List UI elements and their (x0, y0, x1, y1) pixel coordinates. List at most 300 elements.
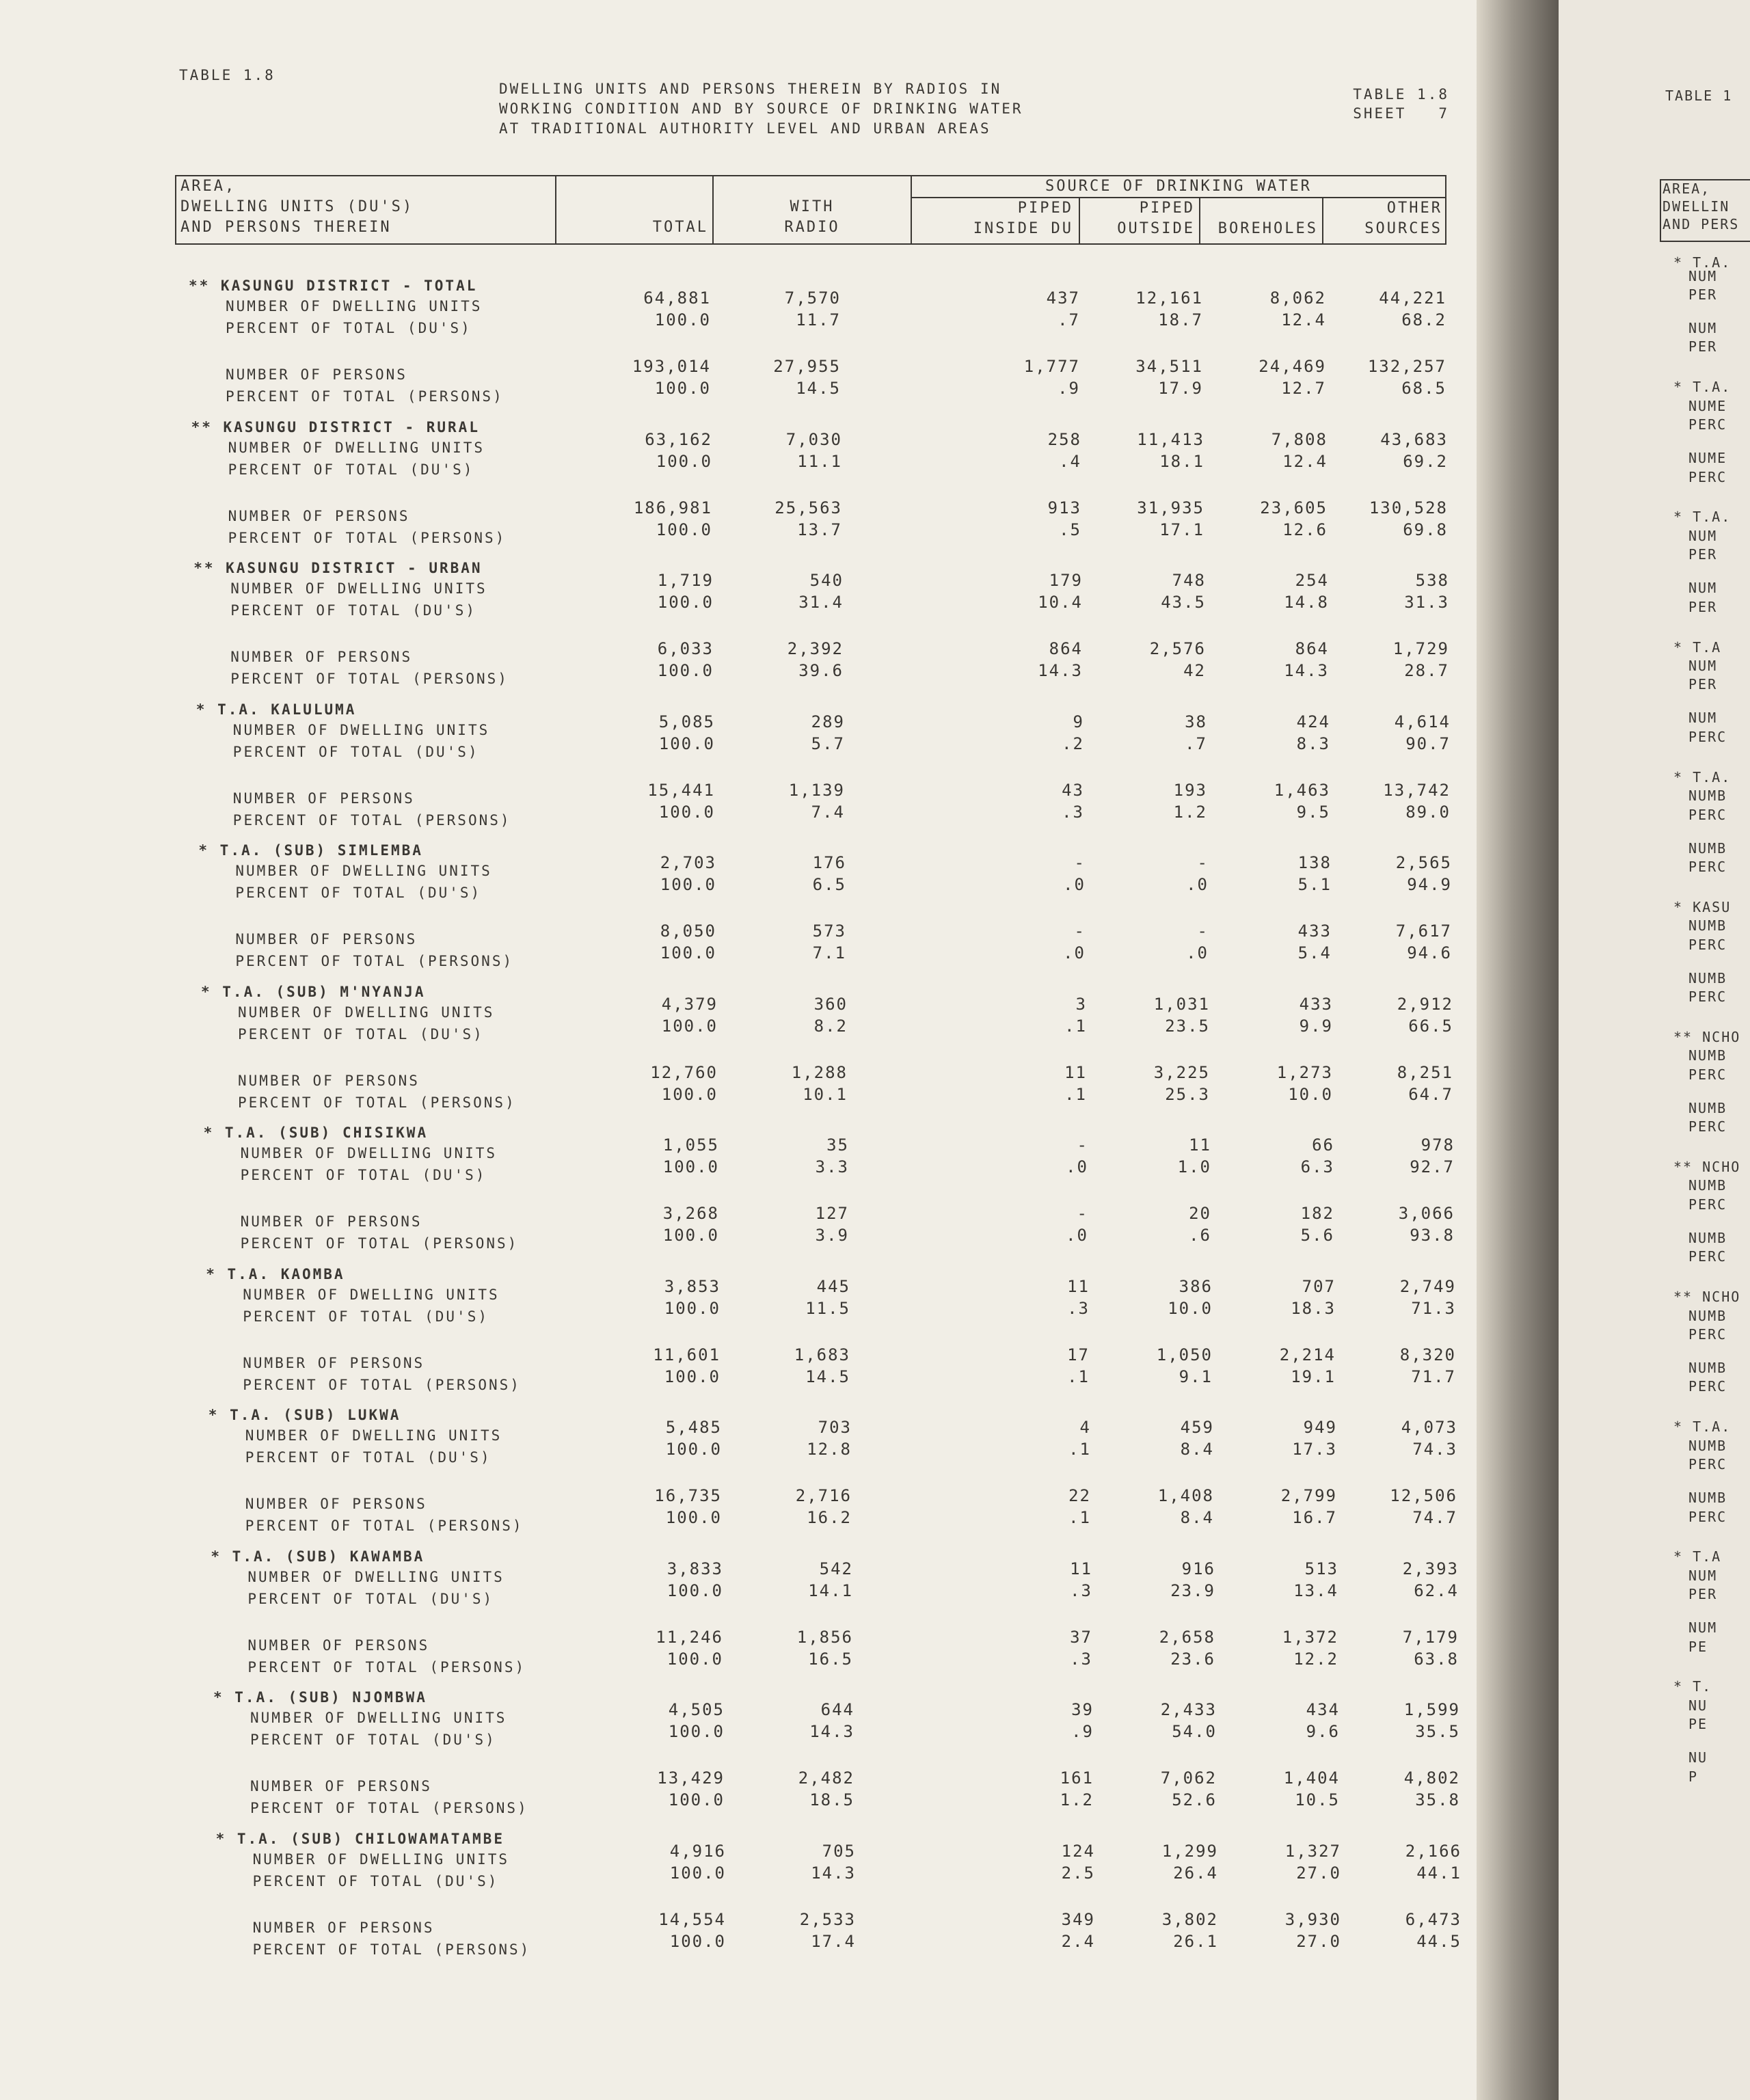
adjacent-fragment: PER (1688, 676, 1718, 693)
row-label-number: NUMBER OF PERSONS (250, 1778, 432, 1794)
row-label-percent: PERCENT OF TOTAL (DU'S) (238, 1025, 484, 1042)
table-cell: 2,799 (1280, 1486, 1337, 1505)
table-cell: 2,703 (660, 853, 716, 872)
row-label-number: NUMBER OF DWELLING UNITS (252, 1850, 510, 1868)
area-header-line: AND PERSONS THEREIN (180, 219, 392, 236)
table-cell: 7,570 (784, 288, 841, 308)
table-cell: 254 (1295, 571, 1329, 590)
table-cell: 2,392 (787, 639, 844, 658)
table-cell: - (1074, 853, 1086, 872)
table-cell: 3,066 (1398, 1204, 1455, 1223)
table-cell: 43.5 (1161, 593, 1206, 612)
table-cell: 2.5 (1061, 1863, 1095, 1883)
total-column-header: TOTAL (652, 219, 708, 236)
row-label-number: NUMBER OF PERSONS (238, 1072, 420, 1089)
adjacent-fragment: NUMB (1688, 969, 1727, 986)
row-label-number: NUMBER OF PERSONS (235, 931, 418, 947)
area-block (0, 1407, 1477, 1548)
table-cell: 100.0 (661, 1016, 718, 1036)
table-cell: 52.6 (1172, 1790, 1217, 1809)
area-header-line: DWELLING UNITS (DU'S) (180, 198, 414, 215)
table-cell: 100.0 (658, 733, 715, 753)
row-label-percent: PERCENT OF TOTAL (DU'S) (235, 885, 482, 901)
row-label-number: NUMBER OF PERSONS (245, 1496, 427, 1512)
row-label-percent: PERCENT OF TOTAL (PERSONS) (228, 529, 507, 546)
area-name: * T.A. (SUB) M'NYANJA (201, 983, 426, 1000)
area-block (0, 560, 1477, 701)
table-cell: 3 (1075, 994, 1087, 1014)
table-cell: 1,683 (794, 1345, 850, 1364)
adjacent-fragment: NUMB (1688, 1307, 1727, 1324)
table-cell: 13,742 (1383, 780, 1451, 800)
table-cell: 2,533 (799, 1909, 856, 1929)
table-cell: 100.0 (657, 661, 714, 680)
table-cell: 63.8 (1414, 1649, 1459, 1669)
row-label-percent: PERCENT OF TOTAL (DU'S) (250, 1732, 496, 1748)
table-cell: 39.6 (798, 661, 844, 680)
table-cell: 2,166 (1405, 1841, 1462, 1861)
table-cell: .3 (1070, 1649, 1092, 1669)
adjacent-fragment: * T.A (1673, 1548, 1722, 1565)
adjacent-fragment: ** NCHO (1673, 1289, 1741, 1306)
table-cell: 38 (1185, 712, 1207, 731)
adjacent-fragment: NUME (1688, 397, 1727, 414)
table-cell: 130,528 (1369, 498, 1448, 517)
table-cell: 100.0 (660, 875, 716, 894)
table-cell: 18.7 (1158, 310, 1203, 329)
table-cell: 1,139 (788, 780, 845, 800)
table-cell: 25,563 (775, 498, 842, 517)
table-cell: 10.0 (1168, 1298, 1213, 1318)
adjacent-fragment: NUMB (1688, 1360, 1727, 1376)
table-cell: 12,506 (1390, 1486, 1457, 1505)
table-cell: 5.7 (811, 733, 845, 753)
table-cell: 6,473 (1405, 1909, 1462, 1929)
adjacent-header-box (1660, 179, 1750, 242)
table-cell: 1.0 (1177, 1157, 1211, 1176)
area-block (0, 1125, 1477, 1265)
adjacent-fragment: PERC (1688, 858, 1727, 875)
table-cell: 8,251 (1397, 1062, 1453, 1082)
table-cell: 176 (812, 853, 846, 872)
adjacent-fragment: PERC (1688, 1066, 1727, 1083)
table-cell: 100.0 (669, 1931, 726, 1951)
table-cell: 9.6 (1306, 1722, 1340, 1741)
table-cell: 64,881 (643, 288, 711, 308)
row-label-percent: PERCENT OF TOTAL (PERSONS) (240, 1235, 519, 1252)
table-cell: 193,014 (632, 357, 711, 376)
with-radio-header-line: WITH (790, 198, 835, 215)
table-cell: 4,916 (669, 1841, 726, 1861)
table-cell: 100.0 (664, 1298, 721, 1318)
row-label-number: NUMBER OF PERSONS (232, 790, 415, 807)
table-cell: 27,955 (773, 357, 841, 376)
table-cell: .0 (1066, 1226, 1088, 1245)
table-cell: 8.4 (1180, 1508, 1214, 1527)
table-cell: 11,246 (656, 1627, 723, 1647)
title-line: AT TRADITIONAL AUTHORITY LEVEL AND URBAN AREAS (499, 120, 991, 137)
table-cell: 68.5 (1401, 379, 1446, 398)
area-block (0, 1689, 1477, 1830)
with-radio-header-line: RADIO (784, 219, 840, 236)
table-cell: 100.0 (658, 802, 715, 822)
table-cell: 23.9 (1170, 1580, 1215, 1600)
row-label-percent: PERCENT OF TOTAL (PERSONS) (250, 1800, 528, 1816)
table-cell: 2.4 (1061, 1931, 1095, 1951)
row-label-percent: PERCENT OF TOTAL (PERSONS) (247, 1658, 526, 1675)
table-cell: 11 (1070, 1559, 1092, 1578)
table-number-right: TABLE 1.8 (1353, 86, 1449, 103)
table-cell: 8.4 (1180, 1440, 1214, 1459)
table-cell: 14.3 (1038, 661, 1083, 680)
adjacent-table-number: TABLE 1 (1665, 88, 1733, 104)
table-cell: 90.7 (1405, 733, 1451, 753)
row-label-number: NUMBER OF DWELLING UNITS (247, 1568, 504, 1585)
table-cell: 31.4 (798, 593, 844, 612)
table-cell: 127 (815, 1204, 849, 1223)
table-cell: 459 (1180, 1418, 1214, 1437)
table-cell: 7.1 (812, 943, 846, 962)
row-label-percent: PERCENT OF TOTAL (PERSONS) (235, 953, 514, 969)
table-cell: 2,658 (1159, 1627, 1215, 1647)
table-cell: 7.4 (811, 802, 845, 822)
adjacent-fragment: * KASU (1673, 898, 1732, 915)
boreholes-header: BOREHOLES (1217, 220, 1318, 237)
table-cell: 7,062 (1160, 1768, 1217, 1788)
table-cell: 14.3 (809, 1722, 854, 1741)
area-name: * T.A. (SUB) CHILOWAMATAMBE (215, 1830, 504, 1847)
table-cell: 11 (1189, 1135, 1211, 1155)
row-label-number: NUMBER OF PERSONS (228, 507, 410, 524)
piped-inside-header-line: INSIDE DU (973, 220, 1073, 237)
table-cell: 23.6 (1170, 1649, 1215, 1669)
table-cell: .0 (1063, 875, 1086, 894)
table-cell: 8,062 (1269, 288, 1326, 308)
table-number-left: TABLE 1.8 (179, 67, 275, 83)
table-cell: 3,802 (1161, 1909, 1218, 1929)
table-cell: 44.5 (1416, 1931, 1462, 1951)
adjacent-fragment: NUMB (1688, 839, 1727, 857)
row-label-number: NUMBER OF DWELLING UNITS (243, 1286, 500, 1303)
table-cell: 5,085 (658, 712, 715, 731)
table-cell: 4,802 (1403, 1768, 1460, 1788)
adjacent-fragment: NUME (1688, 450, 1727, 467)
adjacent-fragment: PER (1688, 286, 1718, 304)
table-cell: 949 (1303, 1418, 1337, 1437)
adjacent-fragment: NU (1688, 1697, 1708, 1714)
table-cell: 9.9 (1299, 1016, 1333, 1036)
table-cell: 7,030 (785, 429, 842, 449)
table-cell: 538 (1415, 571, 1449, 590)
table-cell: 63,162 (645, 429, 712, 449)
table-cell: 100.0 (654, 310, 711, 329)
adjacent-page (1559, 0, 1750, 2100)
adjacent-fragment: NUM (1688, 267, 1718, 284)
adjacent-fragment: NUMB (1688, 788, 1727, 805)
table-cell: 186,981 (633, 498, 712, 517)
table-cell: 10.1 (803, 1084, 848, 1104)
adjacent-fragment: PERC (1688, 468, 1727, 485)
row-label-percent: PERCENT OF TOTAL (DU'S) (230, 602, 476, 619)
table-cell: 100.0 (656, 451, 712, 471)
table-cell: 12,760 (650, 1062, 718, 1082)
row-label-number: NUMBER OF DWELLING UNITS (230, 580, 487, 597)
row-label-percent: PERCENT OF TOTAL (DU'S) (232, 743, 479, 760)
adjacent-fragment: * T.A (1673, 638, 1722, 656)
adjacent-fragment: PER (1688, 1586, 1718, 1603)
table-cell: 11,413 (1137, 429, 1204, 449)
table-cell: 92.7 (1410, 1157, 1455, 1176)
table-cell: 748 (1172, 571, 1206, 590)
table-cell: 6.5 (812, 875, 846, 894)
table-cell: 100.0 (664, 1367, 721, 1386)
table-cell: 100.0 (667, 1649, 723, 1669)
table-cell: 17.1 (1159, 520, 1204, 539)
table-cell: 5,485 (665, 1418, 722, 1437)
adjacent-fragment: NUMB (1688, 1229, 1727, 1246)
row-label-number: NUMBER OF PERSONS (240, 1213, 422, 1230)
table-cell: 913 (1047, 498, 1081, 517)
table-cell: .3 (1067, 1298, 1090, 1318)
table-cell: 18.1 (1159, 451, 1204, 471)
table-cell: 71.3 (1411, 1298, 1456, 1318)
adjacent-fragment: PERC (1688, 416, 1727, 433)
table-cell: 138 (1297, 853, 1332, 872)
table-cell: 66 (1312, 1135, 1334, 1155)
table-cell: 11 (1064, 1062, 1087, 1082)
table-cell: 20 (1189, 1204, 1211, 1223)
adjacent-header-line: AND PERS (1662, 216, 1740, 232)
table-cell: 703 (818, 1418, 852, 1437)
table-cell: 100.0 (662, 1226, 719, 1245)
area-name: * T.A. KAOMBA (206, 1265, 345, 1282)
adjacent-header-line: AREA, (1662, 180, 1711, 197)
table-cell: 573 (812, 921, 846, 941)
row-label-percent: PERCENT OF TOTAL (PERSONS) (243, 1376, 521, 1393)
area-block (0, 842, 1477, 983)
table-cell: 26.4 (1173, 1863, 1218, 1883)
table-cell: 16.5 (808, 1649, 853, 1669)
table-cell: 12.4 (1282, 451, 1328, 471)
table-cell: 4,614 (1394, 712, 1451, 731)
row-label-number: NUMBER OF PERSONS (230, 649, 413, 665)
table-cell: 27.0 (1296, 1931, 1341, 1951)
table-cell: 68.2 (1401, 310, 1446, 329)
table-cell: 864 (1049, 639, 1083, 658)
table-cell: 3,225 (1153, 1062, 1210, 1082)
table-cell: 12.7 (1281, 379, 1326, 398)
table-cell: 9 (1073, 712, 1084, 731)
table-cell: 182 (1300, 1204, 1334, 1223)
table-cell: 100.0 (657, 593, 714, 612)
table-cell: 386 (1179, 1276, 1213, 1296)
row-label-percent: PERCENT OF TOTAL (PERSONS) (238, 1094, 516, 1111)
table-cell: 1,404 (1283, 1768, 1340, 1788)
table-cell: 13,429 (657, 1768, 725, 1788)
table-cell: 23,605 (1260, 498, 1328, 517)
other-sources-header-line: OTHER (1386, 200, 1442, 217)
adjacent-fragment: PERC (1688, 1456, 1727, 1473)
table-cell: 8.2 (813, 1016, 848, 1036)
adjacent-fragment: NUMB (1688, 1490, 1727, 1507)
row-label-percent: PERCENT OF TOTAL (PERSONS) (252, 1941, 531, 1958)
area-block (0, 278, 1477, 418)
table-cell: .4 (1059, 451, 1081, 471)
table-cell: .5 (1059, 520, 1081, 539)
table-cell: 100.0 (661, 1084, 718, 1104)
row-label-number: NUMBER OF PERSONS (243, 1354, 425, 1371)
table-cell: 69.2 (1403, 451, 1448, 471)
row-label-percent: PERCENT OF TOTAL (DU'S) (245, 1449, 492, 1466)
adjacent-fragment: PERC (1688, 1508, 1727, 1525)
table-cell: 11.5 (805, 1298, 850, 1318)
table-cell: 540 (809, 571, 844, 590)
table-cell: .0 (1186, 943, 1209, 962)
table-cell: 13.7 (797, 520, 842, 539)
adjacent-fragment: ** NCHO (1673, 1159, 1741, 1175)
table-cell: 18.5 (809, 1790, 854, 1809)
table-cell: 37 (1070, 1627, 1092, 1647)
sheet-number: SHEET 7 (1353, 105, 1449, 122)
other-sources-header-line: SOURCES (1364, 220, 1442, 237)
adjacent-fragment: NUMB (1688, 1099, 1727, 1116)
table-cell: 360 (813, 994, 848, 1014)
row-label-percent: PERCENT OF TOTAL (DU'S) (226, 320, 472, 336)
table-cell: 6,033 (657, 639, 714, 658)
table-cell: 8,320 (1399, 1345, 1456, 1364)
adjacent-fragment: NUM (1688, 527, 1718, 544)
table-cell: 11.1 (797, 451, 842, 471)
table-cell: 25.3 (1165, 1084, 1210, 1104)
adjacent-fragment: NUM (1688, 710, 1718, 727)
table-cell: 14.3 (1284, 661, 1329, 680)
table-cell: 2,716 (795, 1486, 852, 1505)
table-cell: 44.1 (1416, 1863, 1462, 1883)
table-cell: 433 (1299, 994, 1333, 1014)
adjacent-fragment: PER (1688, 338, 1718, 355)
table-cell: 17.3 (1292, 1440, 1337, 1459)
table-cell: 349 (1061, 1909, 1095, 1929)
table-cell: 100.0 (662, 1157, 719, 1176)
table-cell: 43,683 (1380, 429, 1448, 449)
title-line: DWELLING UNITS AND PERSONS THEREIN BY RADIOS IN (499, 81, 1002, 97)
adjacent-fragment: PERC (1688, 936, 1727, 953)
row-label-percent: PERCENT OF TOTAL (DU'S) (247, 1590, 494, 1607)
table-cell: - (1077, 1204, 1088, 1223)
row-label-number: NUMBER OF PERSONS (252, 1919, 435, 1936)
table-cell: 7,808 (1271, 429, 1328, 449)
table-cell: 100.0 (669, 1863, 726, 1883)
table-cell: 2,576 (1149, 639, 1206, 658)
table-cell: 10.0 (1288, 1084, 1333, 1104)
table-cell: .7 (1058, 310, 1080, 329)
adjacent-fragment: * T. (1673, 1678, 1712, 1695)
table-cell: 132,257 (1367, 357, 1446, 376)
table-cell: 289 (811, 712, 845, 731)
table-cell: 433 (1297, 921, 1332, 941)
table-cell: 31,935 (1137, 498, 1204, 517)
adjacent-fragment: NUM (1688, 657, 1718, 674)
table-cell: 94.6 (1407, 943, 1452, 962)
table-cell: 4,505 (668, 1700, 725, 1719)
table-cell: 978 (1421, 1135, 1455, 1155)
table-cell: .2 (1062, 733, 1084, 753)
table-cell: 34,511 (1135, 357, 1203, 376)
table-cell: 437 (1046, 288, 1080, 308)
table-cell: 100.0 (660, 943, 716, 962)
adjacent-fragment: PERC (1688, 1248, 1727, 1265)
table-cell: 35.5 (1415, 1722, 1460, 1741)
adjacent-fragment: NUM (1688, 580, 1718, 597)
table-cell: 12.6 (1282, 520, 1328, 539)
adjacent-fragment: * T.A. (1673, 254, 1732, 271)
adjacent-fragment: NUM (1688, 1567, 1718, 1584)
adjacent-fragment: PERC (1688, 1326, 1727, 1343)
area-block (0, 1548, 1477, 1689)
table-cell: 1,050 (1156, 1345, 1213, 1364)
table-cell: 2,482 (798, 1768, 854, 1788)
table-cell: 1,729 (1392, 639, 1449, 658)
row-label-percent: PERCENT OF TOTAL (PERSONS) (226, 388, 504, 405)
table-cell: 28.7 (1404, 661, 1449, 680)
table-cell: 1,372 (1282, 1627, 1338, 1647)
table-cell: .1 (1068, 1508, 1091, 1527)
table-cell: 54.0 (1172, 1722, 1217, 1741)
table-cell: 14.1 (808, 1580, 853, 1600)
table-cell: 26.1 (1173, 1931, 1218, 1951)
table-cell: 23.5 (1165, 1016, 1210, 1036)
row-label-number: NUMBER OF DWELLING UNITS (232, 721, 490, 738)
table-cell: 434 (1306, 1700, 1340, 1719)
table-cell: 542 (819, 1559, 853, 1578)
table-cell: 1,599 (1403, 1700, 1460, 1719)
table-cell: 8.3 (1296, 733, 1330, 753)
adjacent-fragment: PERC (1688, 1378, 1727, 1395)
table-cell: 16,735 (654, 1486, 722, 1505)
adjacent-fragment: NUMB (1688, 1437, 1727, 1454)
column-header-box (175, 175, 1446, 245)
table-cell: .0 (1186, 875, 1209, 894)
table-cell: 161 (1060, 1768, 1094, 1788)
table-cell: 17.9 (1158, 379, 1203, 398)
table-cell: .3 (1070, 1580, 1092, 1600)
adjacent-fragment: P (1688, 1768, 1699, 1785)
piped-inside-header-line: PIPED (1017, 200, 1073, 217)
table-cell: 44,221 (1379, 288, 1446, 308)
area-block (0, 984, 1477, 1125)
table-cell: 10.4 (1038, 593, 1083, 612)
area-name: * T.A. (SUB) CHISIKWA (203, 1125, 429, 1141)
table-cell: 1,408 (1157, 1486, 1214, 1505)
table-cell: 27.0 (1296, 1863, 1341, 1883)
table-cell: 5.6 (1300, 1226, 1334, 1245)
area-block (0, 1266, 1477, 1407)
table-cell: 1,299 (1161, 1841, 1218, 1861)
table-cell: 3.9 (815, 1226, 849, 1245)
row-label-number: NUMBER OF PERSONS (226, 366, 407, 383)
title-line: WORKING CONDITION AND BY SOURCE OF DRINKING WATER (499, 100, 1023, 117)
table-cell: 1,055 (662, 1135, 719, 1155)
table-cell: 18.3 (1291, 1298, 1336, 1318)
table-cell: 864 (1295, 639, 1329, 658)
table-cell: 100.0 (656, 520, 712, 539)
table-cell: 1,288 (791, 1062, 848, 1082)
table-cell: 1.2 (1173, 802, 1207, 822)
table-cell: 4,379 (661, 994, 718, 1014)
source-group-header: SOURCE OF DRINKING WATER (1045, 178, 1312, 195)
adjacent-fragment: NUMB (1688, 1177, 1727, 1194)
row-label-number: NUMBER OF DWELLING UNITS (226, 298, 483, 314)
